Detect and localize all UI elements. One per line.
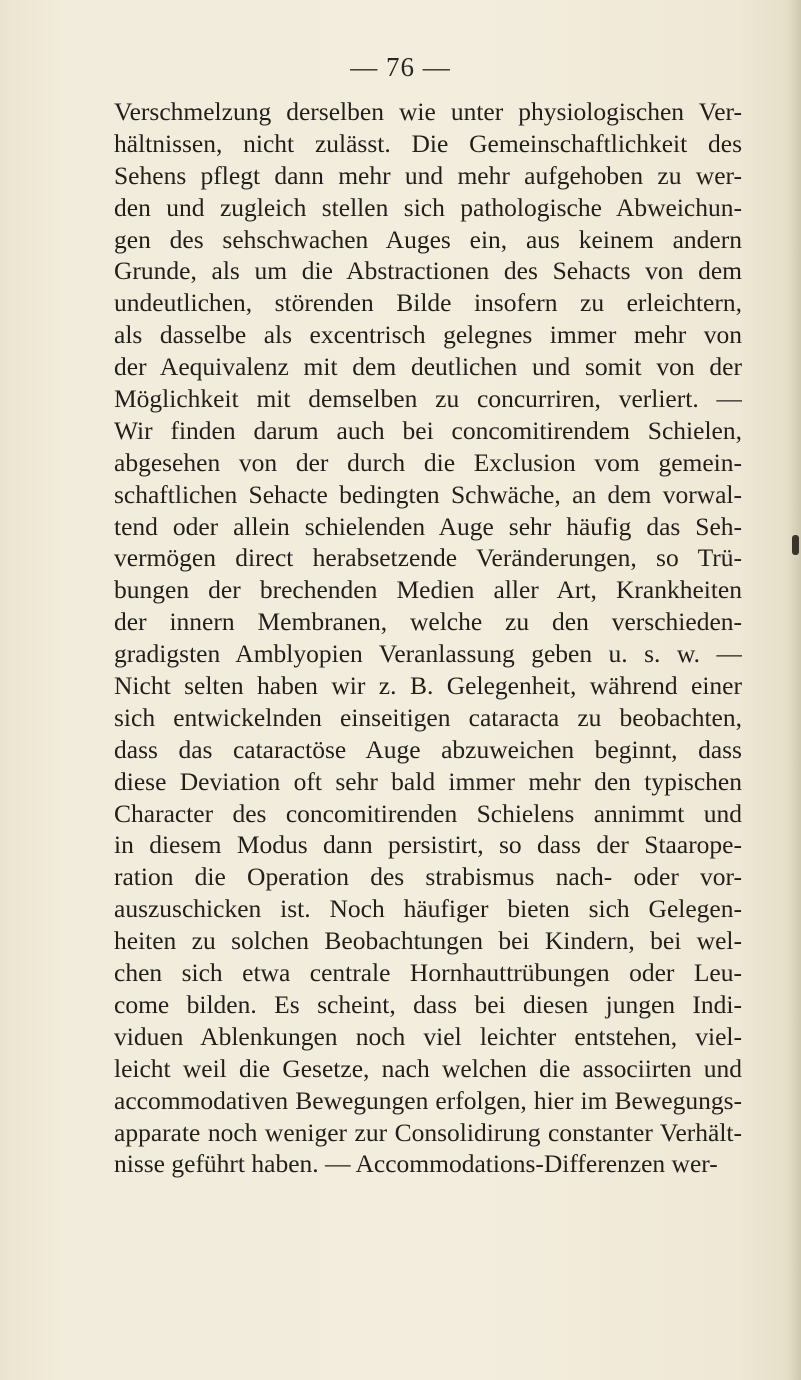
text-line: Grunde, als um die Abstractionen des Sehacts von dem	[114, 256, 742, 286]
text-line: undeutlichen, störenden Bilde insofern zu erleichtern,	[114, 288, 742, 318]
text-line: Wir finden darum auch bei concomitirendem Schielen,	[114, 415, 742, 445]
text-line: tend oder allein schielenden Auge sehr häufig das Seh-	[114, 511, 742, 541]
text-line: gen des sehschwachen Auges ein, aus keinem andern	[114, 224, 742, 254]
text-line: sich entwickelnden einseitigen cataracta zu beobachten,	[114, 702, 742, 732]
text-line: schaftlichen Sehacte bedingten Schwäche, an dem vorwal-	[114, 479, 742, 509]
text-line: accommodativen Bewegungen erfolgen, hier im Bewegungs-	[114, 1085, 742, 1115]
text-line: nisse geführt haben. — Accommodations-Differenzen wer-	[114, 1149, 718, 1179]
page-number: — 76 —	[350, 52, 451, 82]
text-line: diese Deviation oft sehr bald immer mehr den typischen	[114, 766, 742, 796]
text-line: bungen der brechenden Medien aller Art, Krankheiten	[114, 575, 742, 605]
text-line: Möglichkeit mit demselben zu concurriren, verliert. —	[114, 384, 742, 414]
text-line: apparate noch weniger zur Consolidirung constanter Verhält-	[114, 1117, 742, 1147]
text-line: dass das cataractöse Auge abzuweichen beginnt, dass	[114, 734, 742, 764]
text-line: Sehens pflegt dann mehr und mehr aufgehoben zu wer-	[114, 160, 742, 190]
text-line: hältnissen, nicht zulässt. Die Gemeinschaftlichkeit des	[114, 128, 742, 158]
text-line: als dasselbe als excentrisch gelegnes immer mehr von	[114, 320, 742, 350]
text-line: auszuschicken ist. Noch häufiger bieten sich Gelegen-	[114, 894, 742, 924]
text-line: den und zugleich stellen sich pathologische Abweichun-	[114, 192, 742, 222]
text-line: viduen Ablenkungen noch viel leichter entstehen, viel-	[114, 1021, 742, 1051]
text-line: gradigsten Amblyopien Veranlassung geben u. s. w. —	[114, 639, 742, 669]
page-edge-shadow	[787, 0, 801, 1380]
text-line: leicht weil die Gesetze, nach welchen die associirten und	[114, 1053, 742, 1083]
text-line: Character des concomitirenden Schielens annimmt und	[114, 798, 742, 828]
text-line: abgesehen von der durch die Exclusion vom gemein-	[114, 447, 742, 477]
text-line: vermögen direct herabsetzende Veränderungen, so Trü-	[114, 543, 742, 573]
text-line: chen sich etwa centrale Hornhauttrübungen oder Leu-	[114, 958, 742, 988]
text-line: in diesem Modus dann persistirt, so dass der Staarope-	[114, 830, 742, 860]
text-line: Verschmelzung derselben wie unter physiologischen Ver-	[114, 97, 742, 126]
body-text	[114, 96, 742, 1180]
text-line: Nicht selten haben wir z. B. Gelegenheit, während einer	[114, 671, 742, 701]
text-line: der innern Membranen, welche zu den verschieden-	[114, 607, 742, 637]
text-line: come bilden. Es scheint, dass bei diesen jungen Indi-	[114, 989, 742, 1019]
text-line: der Aequivalenz mit dem deutlichen und somit von der	[114, 352, 742, 382]
text-line: ration die Operation des strabismus nach- oder vor-	[114, 862, 742, 892]
text-line: heiten zu solchen Beobachtungen bei Kindern, bei wel-	[114, 926, 742, 956]
margin-mark	[792, 535, 799, 555]
